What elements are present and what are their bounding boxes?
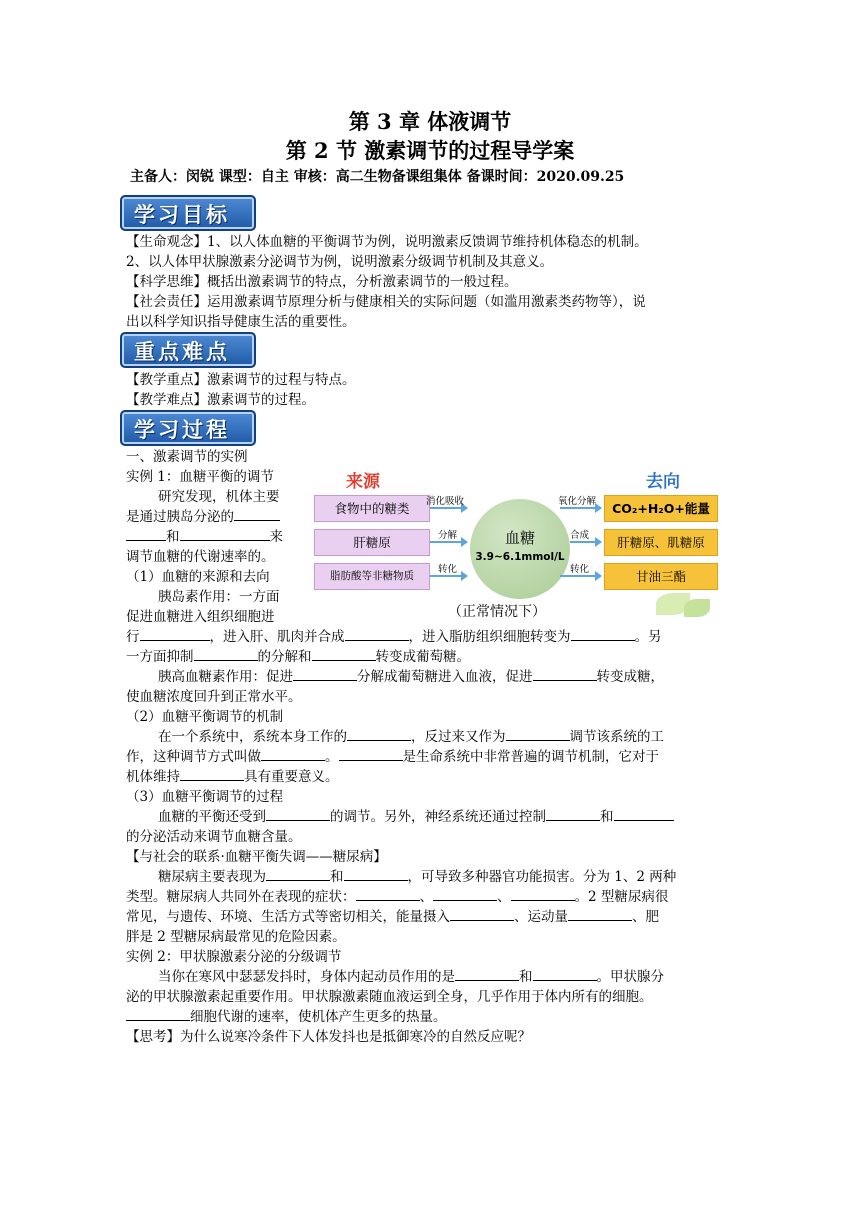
arrow-label: 转化 <box>438 564 458 575</box>
fill-blank[interactable] <box>140 627 210 641</box>
fill-blank[interactable] <box>293 667 357 681</box>
question-heading: （1）血糖的来源和去向 <box>126 569 270 585</box>
subheading: 【与社会的联系·血糖平衡失调——糖尿病】 <box>126 849 387 865</box>
text-line: 作，这种调节方式叫做 。 是生命系统中非常普遍的调节机制，它对于 <box>126 749 659 765</box>
text-line: 在一个系统中，系统本身工作的 ，反过来又作为 调节该系统的工 <box>158 729 664 745</box>
objective-line: 【生命观念】1、以人体血糖的平衡调节为例，说明激素反馈调节维持机体稳态的机制。 <box>126 234 648 250</box>
dest-box: 肝糖原、肌糖原 <box>604 529 718 556</box>
example-heading: 实例 2：甲状腺激素分泌的分级调节 <box>126 949 342 965</box>
text-line: 胰高血糖素作用：促进 分解成葡萄糖进入血液，促进 转变成糖， <box>158 669 664 685</box>
fill-blank[interactable] <box>180 527 270 541</box>
fill-blank[interactable] <box>356 887 420 901</box>
source-box: 食物中的糖类 <box>314 495 430 522</box>
text-line: 研究发现，机体主要 <box>158 489 280 505</box>
arrow <box>430 541 466 543</box>
example-heading: 实例 1：血糖平衡的调节 <box>126 469 274 485</box>
objective-line: 出以科学知识指导健康生活的重要性。 <box>126 314 356 330</box>
dest-title: 去向 <box>646 472 680 492</box>
center-range: 3.9~6.1mmol/L <box>475 551 565 563</box>
fill-blank[interactable] <box>261 747 325 761</box>
text-line: 机体维持 具有重要意义。 <box>126 769 339 785</box>
diagram-caption: （正常情况下） <box>448 604 546 620</box>
objective-line: 【社会责任】运用激素调节原理分析与健康相关的实际问题（如滥用激素类药物等），说 <box>126 294 646 310</box>
arrow-label: 合成 <box>570 530 590 541</box>
text-line: 胰岛素作用：一方面 <box>158 589 280 605</box>
text-line: 胖是 2 型糖尿病最常见的危险因素。 <box>126 929 346 945</box>
arrow <box>560 575 600 577</box>
question-heading: （2）血糖平衡调节的机制 <box>126 709 284 725</box>
text-line: 调节血糖的代谢速率的。 <box>126 549 275 565</box>
text-line: 糖尿病主要表现为 和 ，可导致多种器官功能损害。分为 1、2 两种 <box>158 869 677 885</box>
text-line: 行 ，进入肝、肌肉并合成 ，进入脂肪组织细胞转变为 。另 <box>126 629 662 645</box>
objective-line: 2、以人体甲状腺激素分泌调节为例，说明激素分级调节机制及其意义。 <box>126 254 554 270</box>
section-heading: 一、激素调节的实例 <box>126 449 248 465</box>
text-line: 泌的甲状腺激素起重要作用。甲状腺激素随血液运到全身，几乎作用于体内所有的细胞。 <box>126 989 653 1005</box>
fill-blank[interactable] <box>450 907 514 921</box>
text-line: 当你在寒风中瑟瑟发抖时，身体内起动员作用的是 和 。甲状腺分 <box>158 969 664 985</box>
fill-blank[interactable] <box>266 807 330 821</box>
text-line: 促进血糖进入组织细胞进 <box>126 609 275 625</box>
fill-blank[interactable] <box>571 627 635 641</box>
fill-blank[interactable] <box>126 527 166 541</box>
banner-objectives: 学习目标 <box>120 195 256 231</box>
text-line: 使血糖浓度回升到正常水平。 <box>126 689 302 705</box>
fill-blank[interactable] <box>266 867 330 881</box>
fill-blank[interactable] <box>506 727 570 741</box>
arrow <box>430 575 466 577</box>
text-line: 和 来 <box>126 527 283 547</box>
text-line: 细胞代谢的速率，使机体产生更多的热量。 <box>126 1007 447 1027</box>
text-line: 血糖的平衡还受到 的调节。另外，神经系统还通过控制 和 <box>158 807 674 827</box>
fill-blank[interactable] <box>180 767 244 781</box>
fill-blank[interactable] <box>433 887 497 901</box>
key-point-line: 【教学难点】激素调节的过程。 <box>126 392 315 408</box>
arrow-label: 消化吸收 <box>426 496 465 507</box>
blood-sugar-circle <box>470 499 570 599</box>
text-line: 类型。糖尿病人共同外在表现的症状： 、 、 。2 型糖尿病很 <box>126 889 669 905</box>
center-label: 血糖 <box>504 529 535 547</box>
think-question: 【思考】为什么说寒冷条件下人体发抖也是抵御寒冷的自然反应呢？ <box>126 1029 531 1045</box>
fill-blank[interactable] <box>345 627 409 641</box>
fill-blank[interactable] <box>455 967 519 981</box>
fill-blank[interactable] <box>194 647 258 661</box>
fill-blank[interactable] <box>344 867 408 881</box>
text-line: 常见，与遗传、环境、生活方式等密切相关，能量摄入 、运动量 、肥 <box>126 909 659 925</box>
objective-line: 【科学思维】概括出激素调节的特点，分析激素调节的一般过程。 <box>126 274 518 290</box>
source-box: 肝糖原 <box>314 529 430 556</box>
fill-blank[interactable] <box>126 1007 190 1021</box>
fill-blank[interactable] <box>533 967 597 981</box>
arrow <box>570 541 600 543</box>
key-point-line: 【教学重点】激素调节的过程与特点。 <box>126 372 356 388</box>
question-heading: （3）血糖平衡调节的过程 <box>126 789 284 805</box>
fill-blank[interactable] <box>234 507 280 521</box>
blood-sugar-diagram <box>306 465 718 623</box>
meta-line: 主备人：闵锐 课型：自主 审核：高二生物备课组集体 备课时间：2020.09.25 <box>130 169 625 185</box>
source-box: 脂肪酸等非糖物质 <box>314 563 430 590</box>
arrow-label: 分解 <box>438 530 458 541</box>
arrow-label: 转化 <box>570 564 590 575</box>
chapter-title: 第 3 章 体液调节 <box>348 109 512 134</box>
fill-blank[interactable] <box>339 747 403 761</box>
text-line: 的分泌活动来调节血糖含量。 <box>126 829 302 845</box>
fill-blank[interactable] <box>511 887 575 901</box>
fill-blank[interactable] <box>347 727 411 741</box>
arrow-label: 氧化分解 <box>558 496 597 507</box>
fill-blank[interactable] <box>568 907 632 921</box>
fill-blank[interactable] <box>614 807 674 821</box>
arrow <box>430 507 466 509</box>
section-title: 第 2 节 激素调节的过程导学案 <box>285 138 575 163</box>
dest-box: 甘油三酯 <box>604 563 718 590</box>
banner-process: 学习过程 <box>120 410 256 446</box>
fill-blank[interactable] <box>546 807 600 821</box>
source-title: 来源 <box>346 472 380 492</box>
fill-blank[interactable] <box>312 647 376 661</box>
banner-key-points: 重点难点 <box>120 332 256 368</box>
text-line: 一方面抑制 的分解和 转变成葡萄糖。 <box>126 649 470 665</box>
leaf-decoration <box>684 599 710 617</box>
arrow <box>560 507 600 509</box>
dest-box: CO₂+H₂O+能量 <box>604 495 718 522</box>
fill-blank[interactable] <box>533 667 597 681</box>
text-line: 是通过胰岛分泌的 <box>126 507 280 527</box>
